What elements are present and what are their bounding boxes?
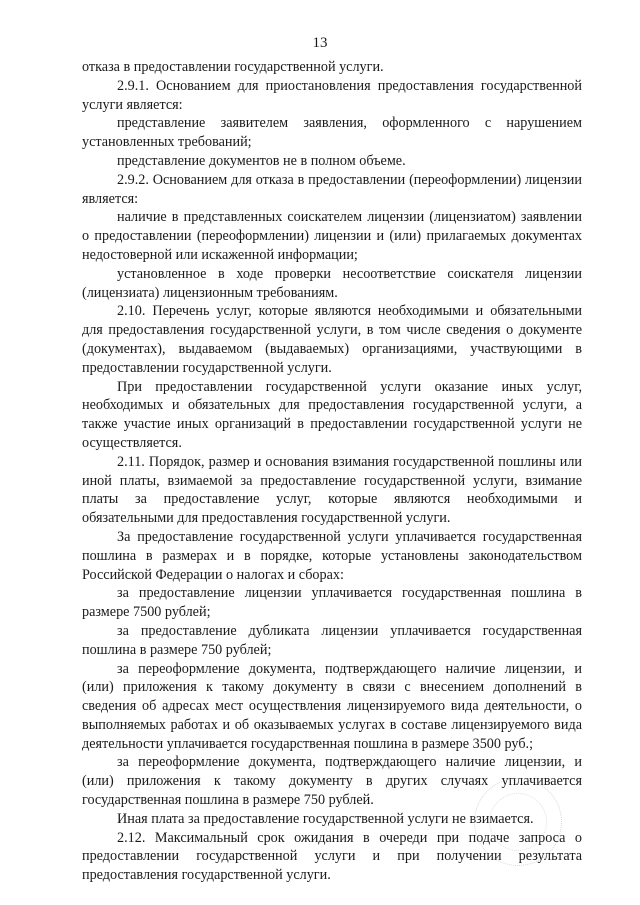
- paragraph: 2.10. Перечень услуг, которые являются необходимыми и обязательными для предоставления государственной услуги, в том числе сведения о документе (документах), выдаваемом (выдаваемых) организациями, участвующими в предоставлении государственной услуги.: [82, 303, 582, 376]
- paragraph: При предоставлении государственной услуги оказание иных услуг, необходимых и обязательных для предоставления государственной услуги, а также участие иных организаций в предоставлении государственной услуги не осуществляется.: [82, 378, 582, 451]
- paragraph: представление документов не в полном объеме.: [117, 152, 406, 169]
- paragraph: 2.11. Порядок, размер и основания взимания государственной пошлины или иной платы, взимаемой за предоставление государственной услуги, взимание платы за предоставление услуг, которые являются необходимыми и обязательными для предоставления государственной услуги.: [82, 453, 582, 527]
- paragraph: отказа в предоставлении государственной услуги.: [82, 59, 384, 75]
- paragraph: наличие в представленных соискателем лицензии (лицензиатом) заявлении о предоставлении (переоформлении) лицензии и (или) прилагаемых документах недостоверной или искаженной информации;: [82, 209, 582, 263]
- paragraph: 2.9.1. Основанием для приостановления предоставления государственной услуги является:: [82, 77, 582, 113]
- paragraph: Иная плата за предоставление государственной услуги не взимается.: [117, 810, 534, 827]
- paragraph: За предоставление государственной услуги уплачивается государственная пошлина в размерах и в порядке, которые установлены законодательством Российской Федерации о налогах и сборах:: [82, 528, 582, 583]
- document-body: [82, 58, 582, 885]
- page-number: 13: [312, 35, 328, 51]
- faint-seal-stamp: [474, 778, 562, 866]
- paragraph: за предоставление лицензии уплачивается государственная пошлина в размере 7500 рублей;: [82, 585, 582, 621]
- paragraph: 2.9.2. Основанием для отказа в предоставлении (переоформлении) лицензии является:: [82, 171, 582, 207]
- paragraph: за предоставление дубликата лицензии уплачивается государственная пошлина в размере 750 рублей;: [82, 622, 582, 658]
- paragraph: установленное в ходе проверки несоответствие соискателя лицензии (лицензиата) лицензионным требованиям.: [82, 265, 582, 301]
- paragraph: представление заявителем заявления, оформленного с нарушением установленных требований;: [82, 115, 582, 151]
- paragraph: 2.12. Максимальный срок ожидания в очереди при подаче запроса о предоставлении государственной услуги и при получении результата предоставления государственной услуги.: [82, 829, 582, 884]
- paragraph: за переоформление документа, подтверждающего наличие лицензии, и (или) приложения к такому документу в связи с внесением дополнений в сведения об адресах мест осуществления лицензируемого вида деятельности, о выполняемых работах и об оказываемых услугах в составе лицензируемого вида деятельности уплачивается государственная пошлина в размере 3500 руб.;: [82, 660, 582, 752]
- paragraph: за переоформление документа, подтверждающего наличие лицензии, и (или) приложения к такому документу в других случаях уплачивается государственная пошлина в размере 750 рублей.: [82, 754, 582, 809]
